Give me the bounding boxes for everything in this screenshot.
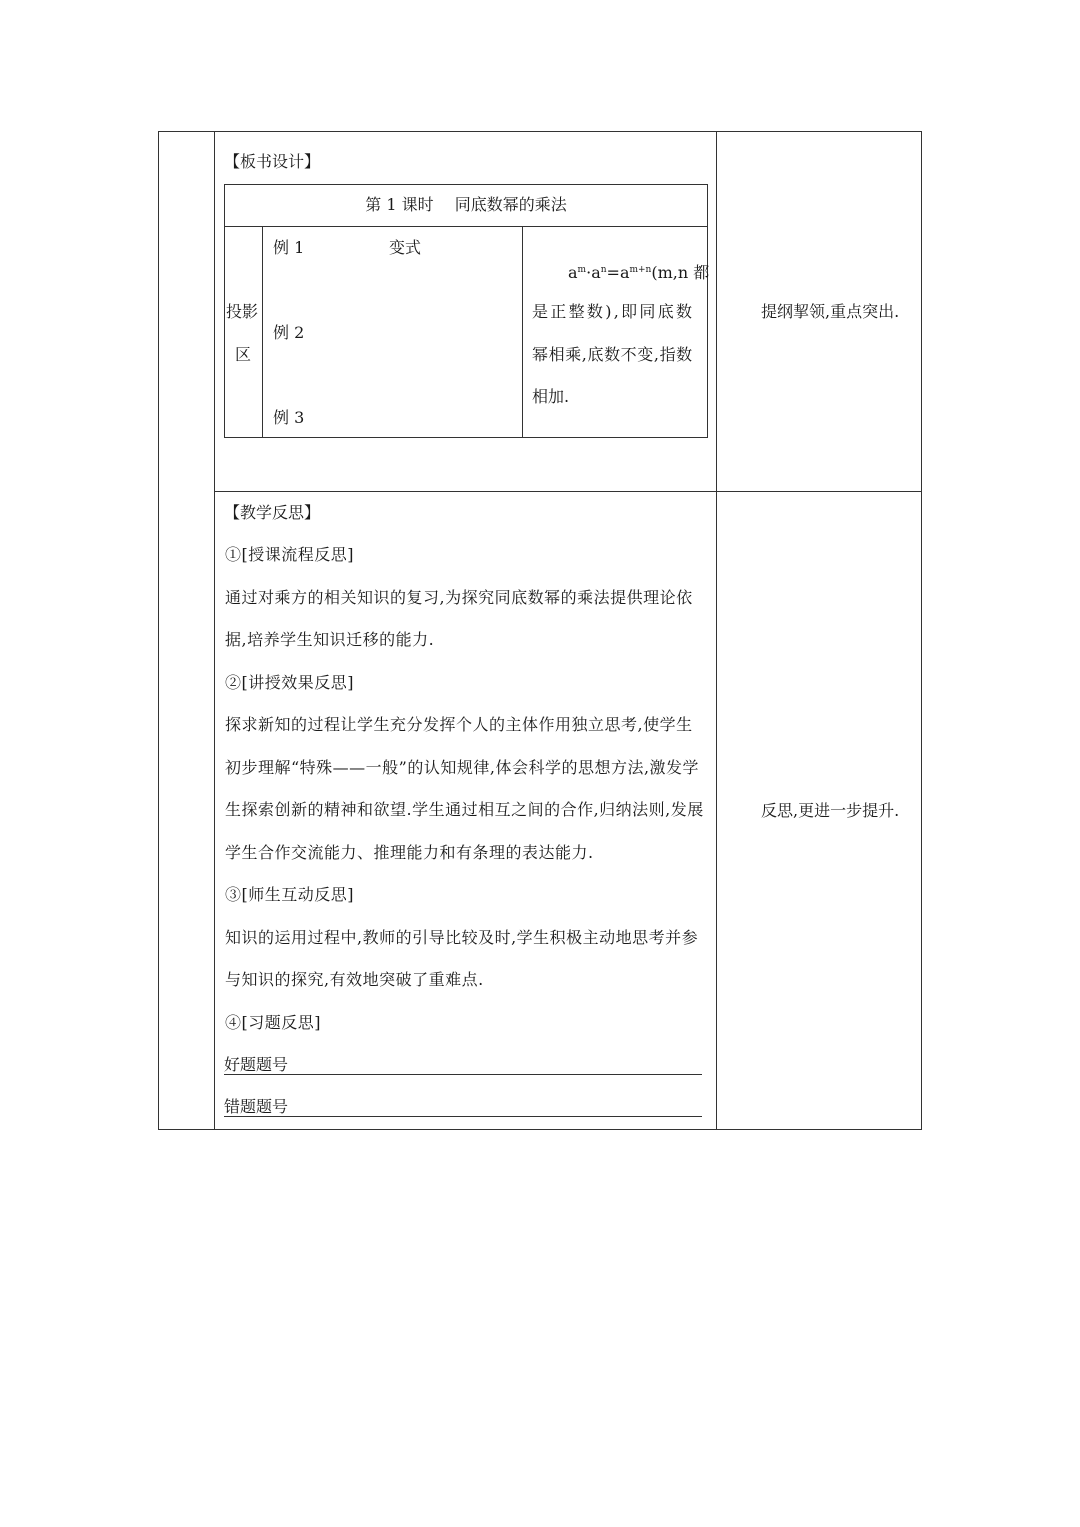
section-3-body: 知识的运用过程中,教师的引导比较及时,学生积极主动地思考并参与知识的探究,有效地突破了重难点. (225, 927, 699, 989)
section-1-body: 通过对乘方的相关知识的复习,为探究同底数幂的乘法提供理论依据,培养学生知识迁移的能力. (225, 587, 693, 649)
reflection-heading: 【教学反思】 (224, 503, 321, 522)
rule-line-1: 是正整数),即同底数 (532, 302, 695, 321)
inner-table-title-divider (224, 226, 708, 227)
example-3-label: 例 3 (273, 408, 305, 427)
outer-left-border (158, 131, 159, 1130)
section-2-title: ②[讲授效果反思] (225, 672, 354, 692)
projection-label-top: 投影 (226, 302, 259, 321)
example-1-label: 例 1 (273, 238, 305, 257)
section-3-title: ③[师生互动反思] (225, 885, 354, 904)
inner-table-left (224, 184, 225, 438)
good-problems-line[interactable] (224, 1074, 702, 1075)
outer-right-border (921, 131, 922, 1130)
rule-line-2: 幂相乘,底数不变,指数 (532, 345, 693, 364)
inner-table-right (707, 184, 708, 438)
inner-table-top (224, 184, 708, 185)
rule-line-3: 相加. (532, 387, 570, 406)
section-2-body: 探求新知的过程让学生充分发挥个人的主体作用独立思考,使学生初步理解“特殊——一般”的认知规律,体会科学的思想方法,激发学生探索创新的精神和欲望.学生通过相互之间的合作,归纳法则,发展学生合作交流能力、推理能力和有条理的表达能力. (225, 715, 704, 862)
projection-label-bottom: 区 (235, 345, 252, 364)
example-2-label: 例 2 (273, 323, 305, 342)
section-4-title: ④[习题反思] (225, 1012, 321, 1032)
board-side-note: 提纲挈领,重点突出. (761, 302, 900, 321)
board-design-heading: 【板书设计】 (224, 152, 321, 171)
outer-bottom-border (158, 1129, 922, 1130)
column-divider-1 (214, 131, 215, 1130)
inner-table-title: 第 1 课时 同底数幂的乘法 (365, 195, 567, 214)
inner-table-col-2 (522, 226, 523, 438)
outer-top-border (158, 131, 922, 132)
wrong-problems-line[interactable] (224, 1116, 702, 1117)
variant-label: 变式 (389, 238, 422, 257)
inner-table-col-1 (262, 226, 263, 438)
column-divider-2 (716, 131, 717, 1130)
reflection-side-note: 反思,更进一步提升. (761, 801, 900, 820)
formula: $a^m\cdot a^n=a^{m+n}(m,n$ 都 (568, 263, 710, 282)
good-problems-label: 好题题号 (224, 1055, 289, 1074)
inner-table-bottom (224, 437, 708, 438)
row-divider (215, 491, 922, 492)
reflection-body (225, 534, 709, 1044)
wrong-problems-label: 错题题号 (224, 1097, 289, 1116)
section-1-title: ①[授课流程反思] (225, 545, 354, 564)
